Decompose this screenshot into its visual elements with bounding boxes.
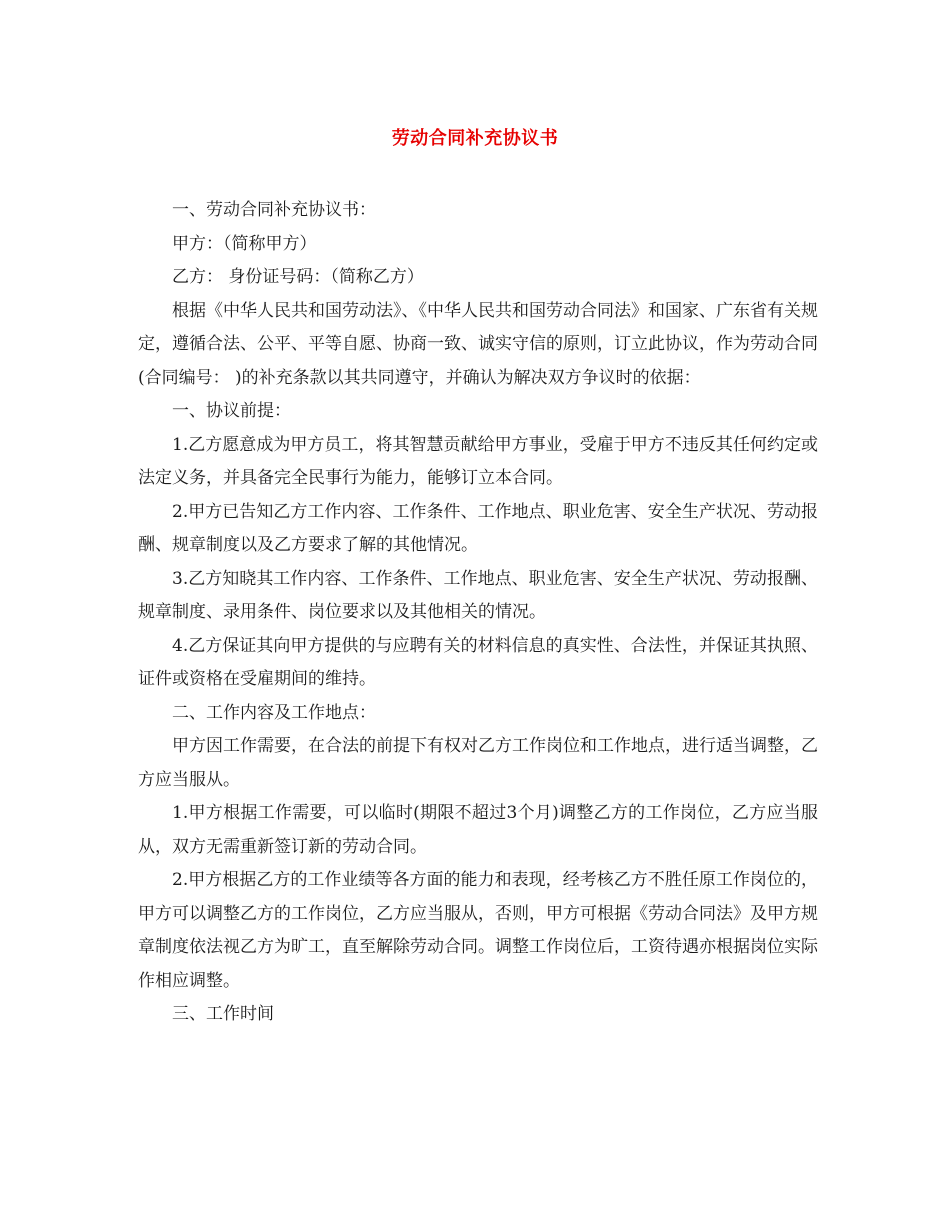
paragraph-10: 二、工作内容及工作地点： — [172, 702, 376, 723]
paragraph-3: 乙方： 身份证号码：（简称乙方） — [172, 267, 424, 287]
paragraph-9: 4.乙方保证其向甲方提供的与应聘有关的材料信息的真实性、合法性，并保证其执照、证件或资格在受雇期间的维持。 — [138, 635, 818, 689]
document-body — [138, 194, 818, 1032]
paragraph-5: 一、协议前提： — [172, 401, 291, 421]
paragraph-7: 2.甲方已告知乙方工作内容、工作条件、工作地点、职业危害、安全生产状况、劳动报酬、规章制度以及乙方要求了解的其他情况。 — [138, 501, 818, 555]
paragraph-13: 2.甲方根据乙方的工作业绩等各方面的能力和表现，经考核乙方不胜任原工作岗位的，甲方可以调整乙方的工作岗位，乙方应当服从，否则，甲方可根据《劳动合同法》及甲方规章制度依法视乙方为旷工，直至解除劳动合同。调整工作岗位后，工资待遇亦根据岗位实际作相应调整。 — [138, 870, 818, 991]
paragraph-4: 根据《中华人民共和国劳动法》、《中华人民共和国劳动合同法》和国家、广东省有关规定，遵循合法、公平、平等自愿、协商一致、诚实守信的原则，订立此协议，作为劳动合同(合同编号： )的补充条款以其共同遵守，并确认为解决双方争议时的依据： — [138, 300, 818, 388]
document-title: 劳动合同补充协议书 — [391, 128, 559, 149]
paragraph-6: 1.乙方愿意成为甲方员工，将其智慧贡献给甲方事业，受雇于甲方不违反其任何约定或法定义务，并具备完全民事行为能力，能够订立本合同。 — [138, 434, 818, 488]
paragraph-12: 1.甲方根据工作需要，可以临时(期限不超过3个月)调整乙方的工作岗位，乙方应当服从，双方无需重新签订新的劳动合同。 — [138, 803, 818, 857]
paragraph-1: 一、劳动合同补充协议书： — [172, 200, 376, 220]
paragraph-8: 3.乙方知晓其工作内容、工作条件、工作地点、职业危害、安全生产状况、劳动报酬、规章制度、录用条件、岗位要求以及其他相关的情况。 — [138, 568, 818, 622]
paragraph-14: 三、工作时间 — [172, 1004, 274, 1024]
paragraph-11: 甲方因工作需要，在合法的前提下有权对乙方工作岗位和工作地点，进行适当调整，乙方应当服从。 — [138, 736, 818, 790]
paragraph-2: 甲方：（简称甲方） — [172, 233, 317, 254]
